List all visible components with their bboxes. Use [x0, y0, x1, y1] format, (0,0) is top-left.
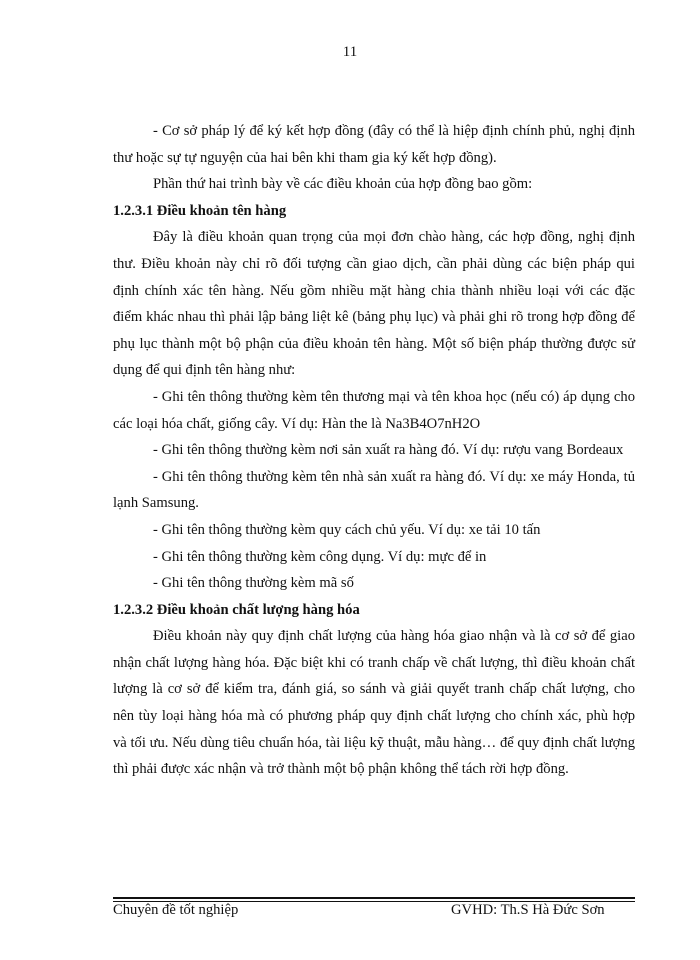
- paragraph-quality-clause: Điều khoản này quy định chất lượng của hàng hóa giao nhận và là cơ sở để giao nhận chất lượng hàng hóa. Đặc biệt khi có tranh chấp về chất lượng, thì điều khoản chất lượng là cơ sở để kiểm tra, đánh giá, so sánh và giải quyết tranh chấp chất lượng, cho nên tùy loại hàng hóa mà có phương pháp quy định chất lượng cho chính xác, phù hợp và tối ưu. Nếu dùng tiêu chuẩn hóa, tài liệu kỹ thuật, mẫu hàng… để quy định chất lượng thì phải được xác nhận và trở thành một bộ phận không thể tách rời hợp đồng.: [113, 628, 635, 778]
- list-item-specification: - Ghi tên thông thường kèm quy cách chủ yếu. Ví dụ: xe tải 10 tấn: [153, 521, 541, 538]
- paragraph-name-clause: Đây là điều khoản quan trọng của mọi đơn chào hàng, các hợp đồng, nghị định thư. Điều khoản này chỉ rõ đối tượng cần giao dịch, cần phải dùng các biện pháp qui định chính xác tên hàng. Nếu gồm nhiều mặt hàng chia thành nhiều loại với các đặc điểm khác nhau thì phải lập bảng liệt kê (bảng phụ lục) và phải ghi rõ trong hợp đồng để phụ lục thành một bộ phận của điều khoản tên hàng. Một số biện pháp thường được sử dụng để qui định tên hàng như:: [113, 229, 635, 379]
- heading-quality-clause: 1.2.3.2 Điều khoản chất lượng hàng hóa: [113, 601, 360, 618]
- list-item-scientific-name: - Ghi tên thông thường kèm tên thương mại và tên khoa học (nếu có) áp dụng cho các loại hóa chất, giống cây. Ví dụ: Hàn the là Na3B4O7nH2O: [113, 388, 635, 432]
- list-item-origin: - Ghi tên thông thường kèm nơi sản xuất ra hàng đó. Ví dụ: rượu vang Bordeaux: [153, 442, 624, 459]
- list-item-usage: - Ghi tên thông thường kèm công dụng. Ví dụ: mực để in: [153, 548, 487, 565]
- footer-left-text: Chuyên đề tốt nghiệp: [113, 902, 239, 918]
- list-item-code: - Ghi tên thông thường kèm mã số: [153, 575, 354, 592]
- page-number: 11: [342, 44, 358, 60]
- footer-divider: [113, 897, 635, 899]
- footer-right-text: GVHD: Th.S Hà Đức Sơn: [451, 902, 605, 918]
- list-item-manufacturer: - Ghi tên thông thường kèm tên nhà sản xuất ra hàng đó. Ví dụ: xe máy Honda, tủ lạnh Samsung.: [113, 468, 635, 512]
- document-body: [113, 118, 635, 783]
- paragraph-legal-basis: - Cơ sở pháp lý để ký kết hợp đồng (đây có thể là hiệp định chính phủ, nghị định thư hoặc sự tự nguyện của hai bên khi tham gia ký kết hợp đồng).: [113, 123, 635, 166]
- paragraph-intro-terms: Phần thứ hai trình bày về các điều khoản của hợp đồng bao gồm:: [153, 176, 533, 193]
- heading-name-clause: 1.2.3.1 Điều khoản tên hàng: [113, 202, 287, 219]
